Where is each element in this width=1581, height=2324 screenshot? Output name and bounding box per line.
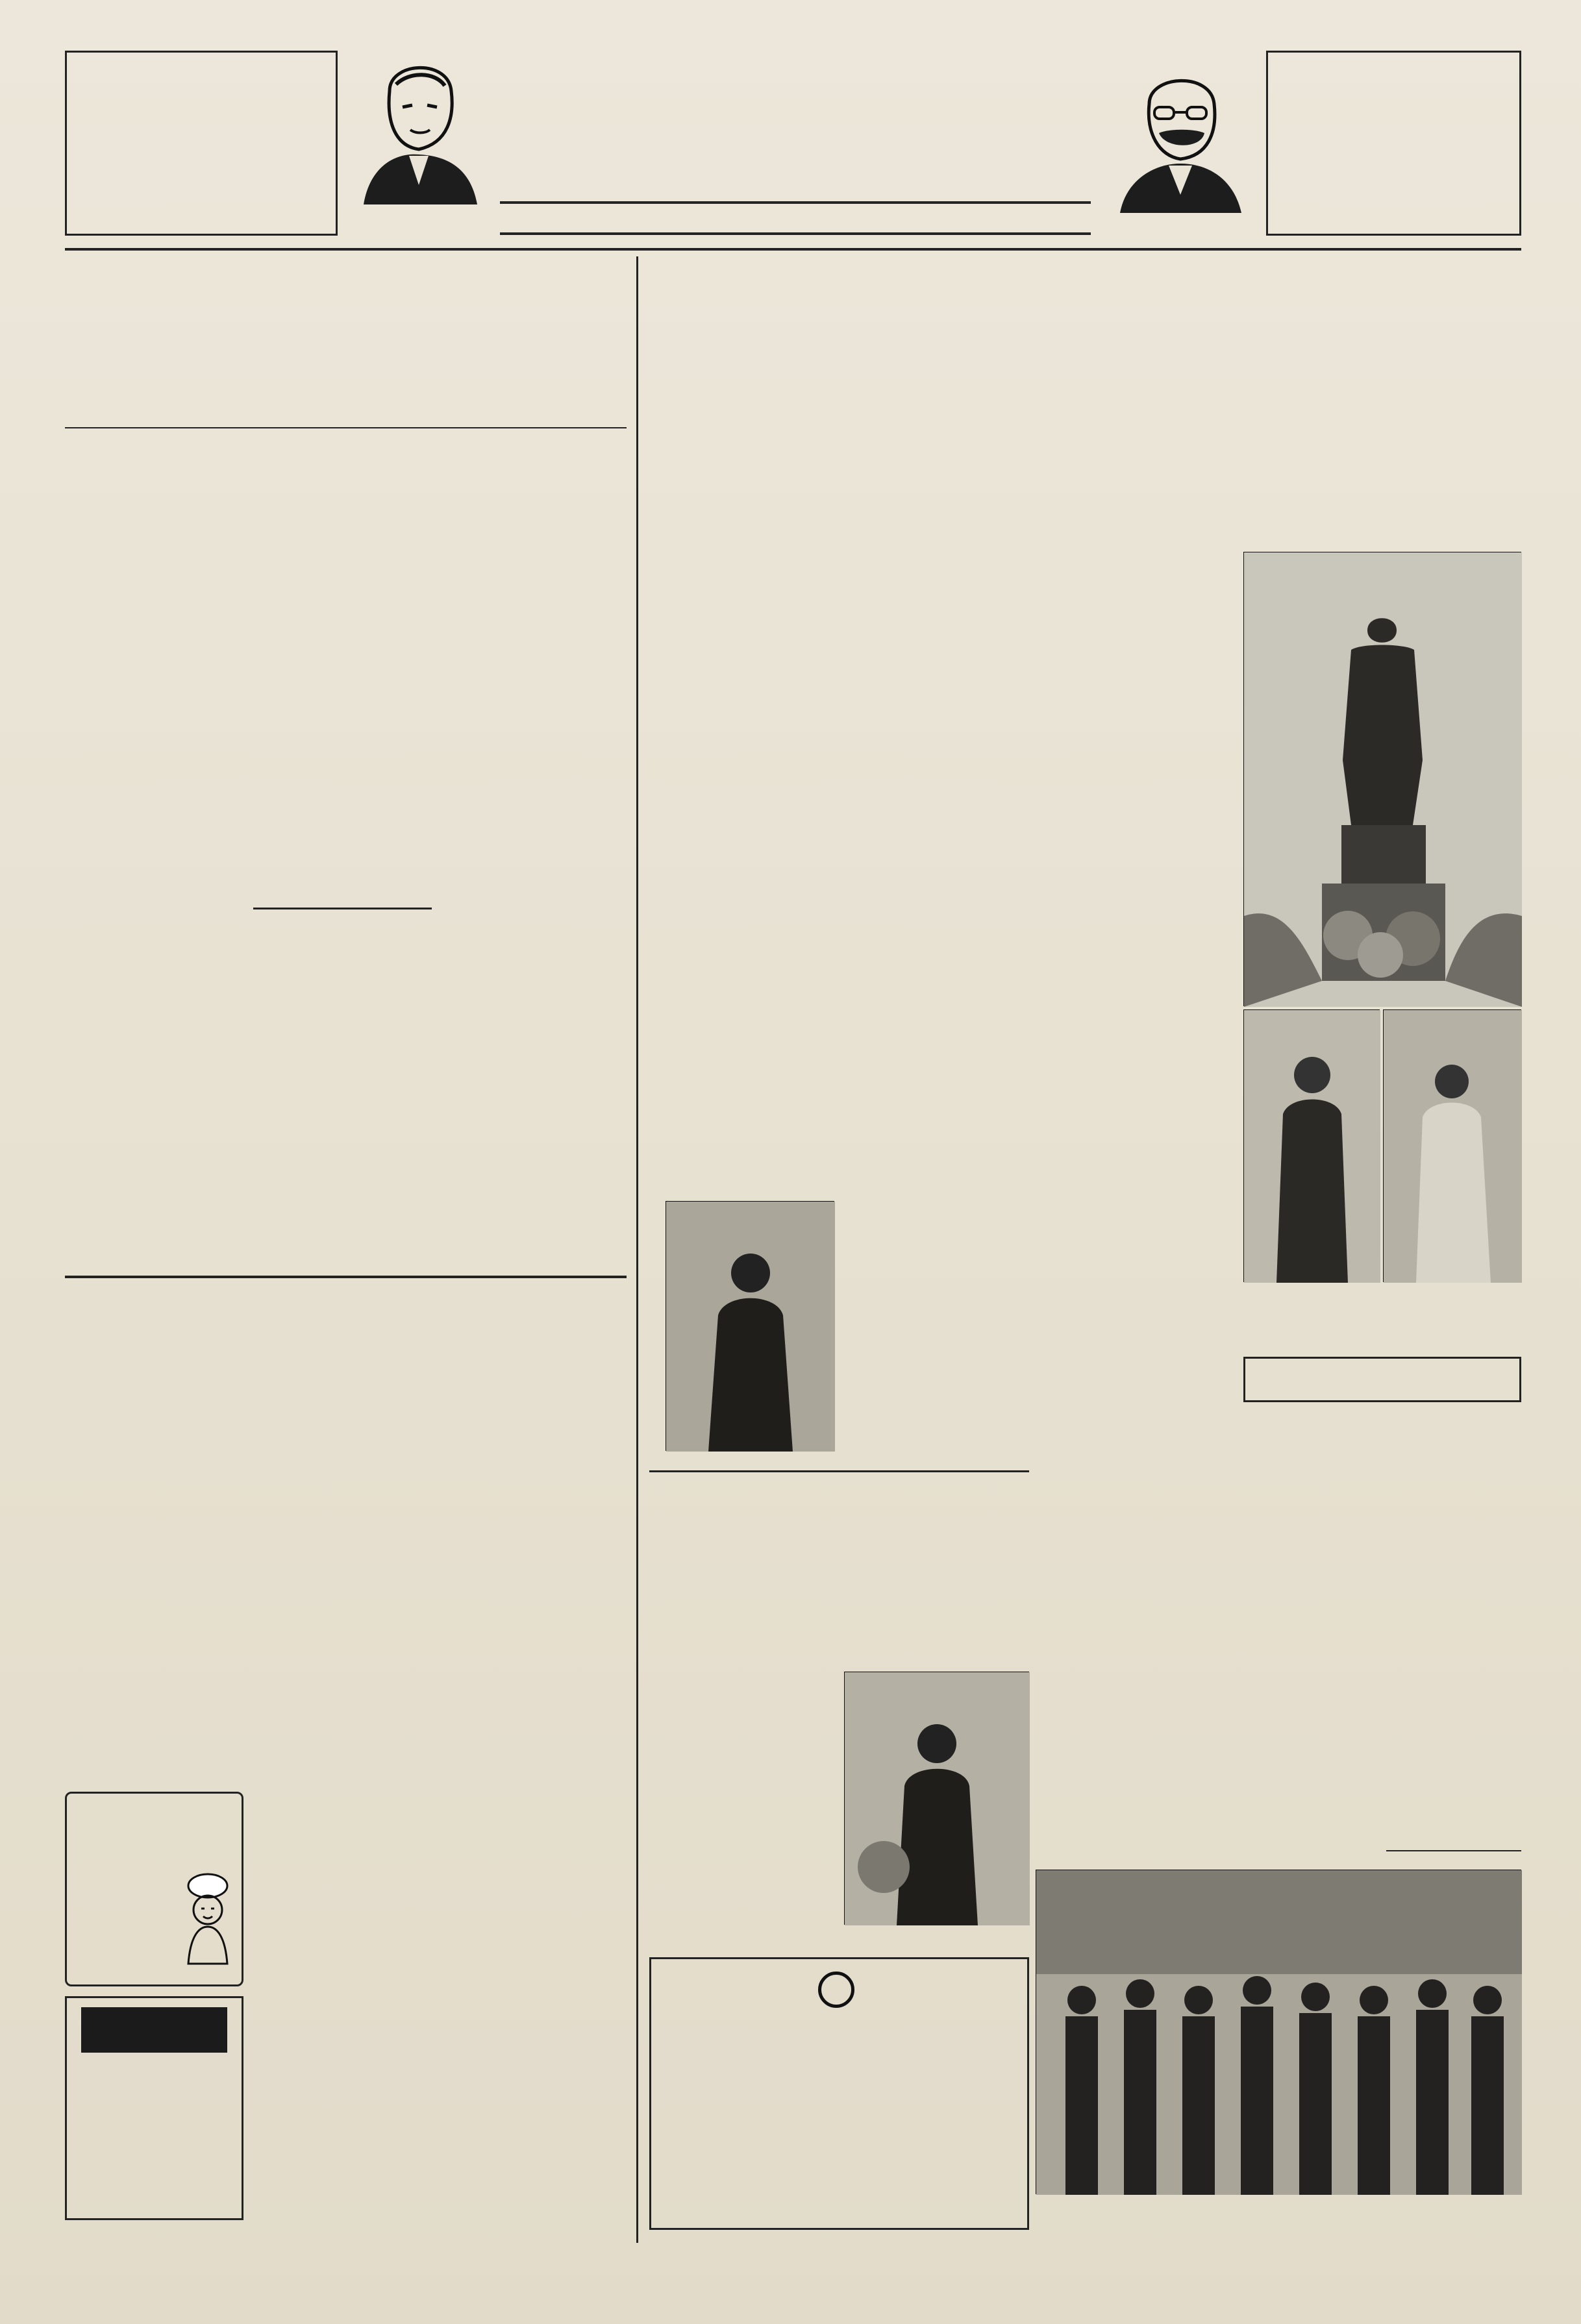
chef-icon bbox=[179, 1870, 237, 1967]
left-section-divider bbox=[65, 1276, 627, 1278]
main-lead bbox=[666, 558, 1230, 893]
title-rule-top bbox=[500, 201, 1091, 204]
mayor-photo bbox=[844, 1672, 1029, 1925]
main-column-1 bbox=[666, 899, 834, 1198]
statue-icon bbox=[1244, 552, 1522, 1007]
person-icon bbox=[666, 1202, 835, 1452]
budget-column-1 bbox=[65, 434, 243, 1265]
main-column-2 bbox=[844, 899, 1026, 1464]
newspaper-title bbox=[493, 34, 1097, 196]
notice-top-rule bbox=[1386, 1850, 1521, 1851]
strike-top-rule bbox=[253, 908, 432, 909]
masthead-left-box bbox=[65, 51, 338, 236]
person-icon bbox=[845, 1672, 1030, 1925]
strike-body bbox=[253, 1013, 432, 1263]
logoi-column-1 bbox=[1243, 1451, 1376, 1853]
left-right-divider bbox=[636, 256, 638, 2243]
logoi-column-2 bbox=[1386, 1451, 1521, 1827]
statue-photo bbox=[1243, 552, 1521, 1006]
budget-deck-rule bbox=[65, 427, 627, 428]
person-icon bbox=[1244, 1010, 1380, 1283]
venizelos-column-col1 bbox=[65, 1392, 243, 1782]
dance-column-2 bbox=[844, 1577, 1029, 1668]
main-continued bbox=[1036, 1842, 1234, 1860]
main-column-3 bbox=[1036, 899, 1234, 1844]
dance-column-1 bbox=[649, 1577, 831, 1850]
masthead-left-info bbox=[70, 60, 332, 70]
budget-column-3 bbox=[442, 434, 627, 1245]
pitsos-logo-icon bbox=[818, 1972, 854, 2008]
budget-column-2 bbox=[253, 434, 432, 901]
venizelos-photo bbox=[1243, 1009, 1380, 1282]
venizelos-column-col2 bbox=[253, 1392, 432, 2227]
logoi-continued bbox=[1386, 1827, 1521, 1846]
crowd-photo bbox=[1036, 1870, 1521, 2194]
venizelos-column-col3 bbox=[442, 1392, 627, 2207]
masthead-divider bbox=[65, 248, 1521, 251]
crowd-icon bbox=[1036, 1870, 1522, 2195]
title-rule-bottom bbox=[500, 232, 1091, 235]
bekka-name bbox=[81, 2007, 227, 2053]
budget-continued bbox=[442, 1253, 627, 1271]
venizelos-portrait-illustration bbox=[1104, 52, 1256, 214]
venizelos-column-continued bbox=[442, 2210, 627, 2229]
person-icon bbox=[1384, 1010, 1522, 1283]
pitsos-brand bbox=[656, 1966, 1023, 2011]
dance-column-3 bbox=[649, 1850, 831, 1925]
founder-portrait-illustration bbox=[351, 45, 487, 208]
director-photo bbox=[1383, 1009, 1521, 1282]
logoi-title-box bbox=[1243, 1357, 1521, 1402]
dance-top-rule bbox=[649, 1470, 1029, 1472]
prefect-photo bbox=[666, 1201, 834, 1451]
masthead-right-box bbox=[1266, 51, 1521, 236]
